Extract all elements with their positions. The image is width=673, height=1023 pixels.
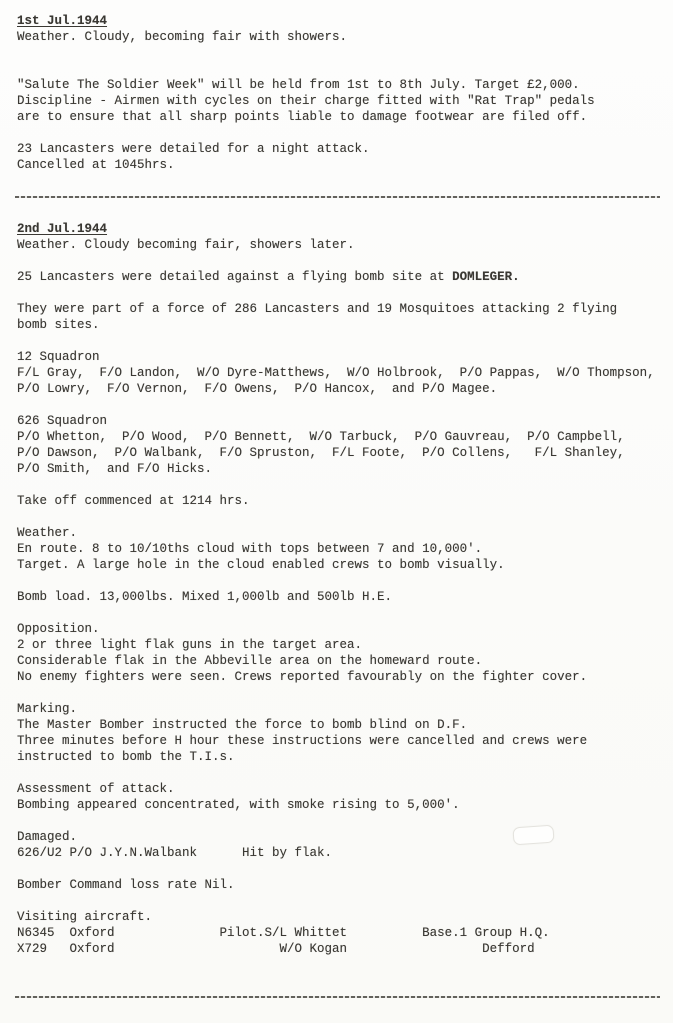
document-line: 2 or three light flak guns in the target area. xyxy=(17,638,363,652)
document-line: Cancelled at 1045hrs. xyxy=(17,158,175,172)
blank-line xyxy=(17,205,673,221)
document-line: 12 Squadron xyxy=(17,350,100,364)
document-line: X729 Oxford W/O Kogan Defford xyxy=(17,942,535,956)
document-line: F/L Gray, F/O Landon, W/O Dyre-Matthews, W/O Holbrook, P/O Pappas, W/O Thompson, xyxy=(17,366,655,380)
document-line: Opposition. xyxy=(17,622,100,636)
blank-line xyxy=(17,61,673,77)
document-line: N6345 Oxford Pilot.S/L Whittet Base.1 Group H.Q. xyxy=(17,926,550,940)
document-line: P/O Dawson, P/O Walbank, F/O Spruston, F/L Foote, P/O Collens, F/L Shanley, xyxy=(17,446,625,460)
document-line: P/O Whetton, P/O Wood, P/O Bennett, W/O Tarbuck, P/O Gauvreau, P/O Campbell, xyxy=(17,430,625,444)
document-line: Damaged. xyxy=(17,830,78,844)
blank-line xyxy=(17,573,673,589)
document-line: They were part of a force of 286 Lancasters and 19 Mosquitoes attacking 2 flying xyxy=(17,302,618,316)
document-line: bomb sites. xyxy=(17,318,100,332)
document-line: Bomber Command loss rate Nil. xyxy=(17,878,235,892)
blank-line xyxy=(17,893,673,909)
separator-line xyxy=(17,189,673,205)
blank-line xyxy=(17,813,673,829)
document-line: instructed to bomb the T.I.s. xyxy=(17,750,235,764)
blank-line xyxy=(17,685,673,701)
document-line: are to ensure that all sharp points liable to damage footwear are filed off. xyxy=(17,110,588,124)
blank-line xyxy=(17,125,673,141)
document-line: En route. 8 to 10/10ths cloud with tops between 7 and 10,000'. xyxy=(17,542,483,556)
document-line: Assessment of attack. xyxy=(17,782,175,796)
correction-smudge xyxy=(512,825,554,846)
document-line: No enemy fighters were seen. Crews reported favourably on the fighter cover. xyxy=(17,670,588,684)
document-line: "Salute The Soldier Week" will be held from 1st to 8th July. Target £2,000. xyxy=(17,78,580,92)
separator-line xyxy=(17,989,673,1005)
document-line: 23 Lancasters were detailed for a night attack. xyxy=(17,142,370,156)
document-line: P/O Lowry, F/O Vernon, F/O Owens, P/O Hancox, and P/O Magee. xyxy=(17,382,498,396)
document-line: Bombing appeared concentrated, with smoke rising to 5,000'. xyxy=(17,798,460,812)
blank-line xyxy=(17,973,673,989)
blank-line xyxy=(17,285,673,301)
document-line: Target. A large hole in the cloud enabled crews to bomb visually. xyxy=(17,558,505,572)
line-segment: 25 Lancasters were detailed against a flying bomb site at xyxy=(17,270,453,284)
blank-line xyxy=(17,397,673,413)
document-line: Marking. xyxy=(17,702,78,716)
document-line: Considerable flak in the Abbeville area on the homeward route. xyxy=(17,654,483,668)
document-line: P/O Smith, and F/O Hicks. xyxy=(17,462,213,476)
document-line: The Master Bomber instructed the force to bomb blind on D.F. xyxy=(17,718,468,732)
blank-line xyxy=(17,333,673,349)
blank-line xyxy=(17,765,673,781)
document-line: 626/U2 P/O J.Y.N.Walbank Hit by flak. xyxy=(17,846,333,860)
document-line: Three minutes before H hour these instructions were cancelled and crews were xyxy=(17,734,588,748)
blank-line xyxy=(17,509,673,525)
document-line: Discipline - Airmen with cycles on their charge fitted with "Rat Trap" pedals xyxy=(17,94,595,108)
emphasized-text: DOMLEGER. xyxy=(452,270,520,284)
blank-line xyxy=(17,957,673,973)
blank-line xyxy=(17,605,673,621)
blank-line xyxy=(17,45,673,61)
document-line: Take off commenced at 1214 hrs. xyxy=(17,494,250,508)
blank-line xyxy=(17,253,673,269)
date-heading: 2nd Jul.1944 xyxy=(17,222,108,236)
document-line: Bomb load. 13,000lbs. Mixed 1,000lb and 500lb H.E. xyxy=(17,590,393,604)
document-line: 626 Squadron xyxy=(17,414,108,428)
document-line: Weather. xyxy=(17,526,78,540)
document-line: Weather. Cloudy becoming fair, showers later. xyxy=(17,238,355,252)
document-line: Weather. Cloudy, becoming fair with showers. xyxy=(17,30,348,44)
date-heading: 1st Jul.1944 xyxy=(17,14,108,28)
document-line xyxy=(17,269,673,285)
blank-line xyxy=(17,861,673,877)
blank-line xyxy=(17,477,673,493)
document-line: Visiting aircraft. xyxy=(17,910,153,924)
blank-line xyxy=(17,173,673,189)
